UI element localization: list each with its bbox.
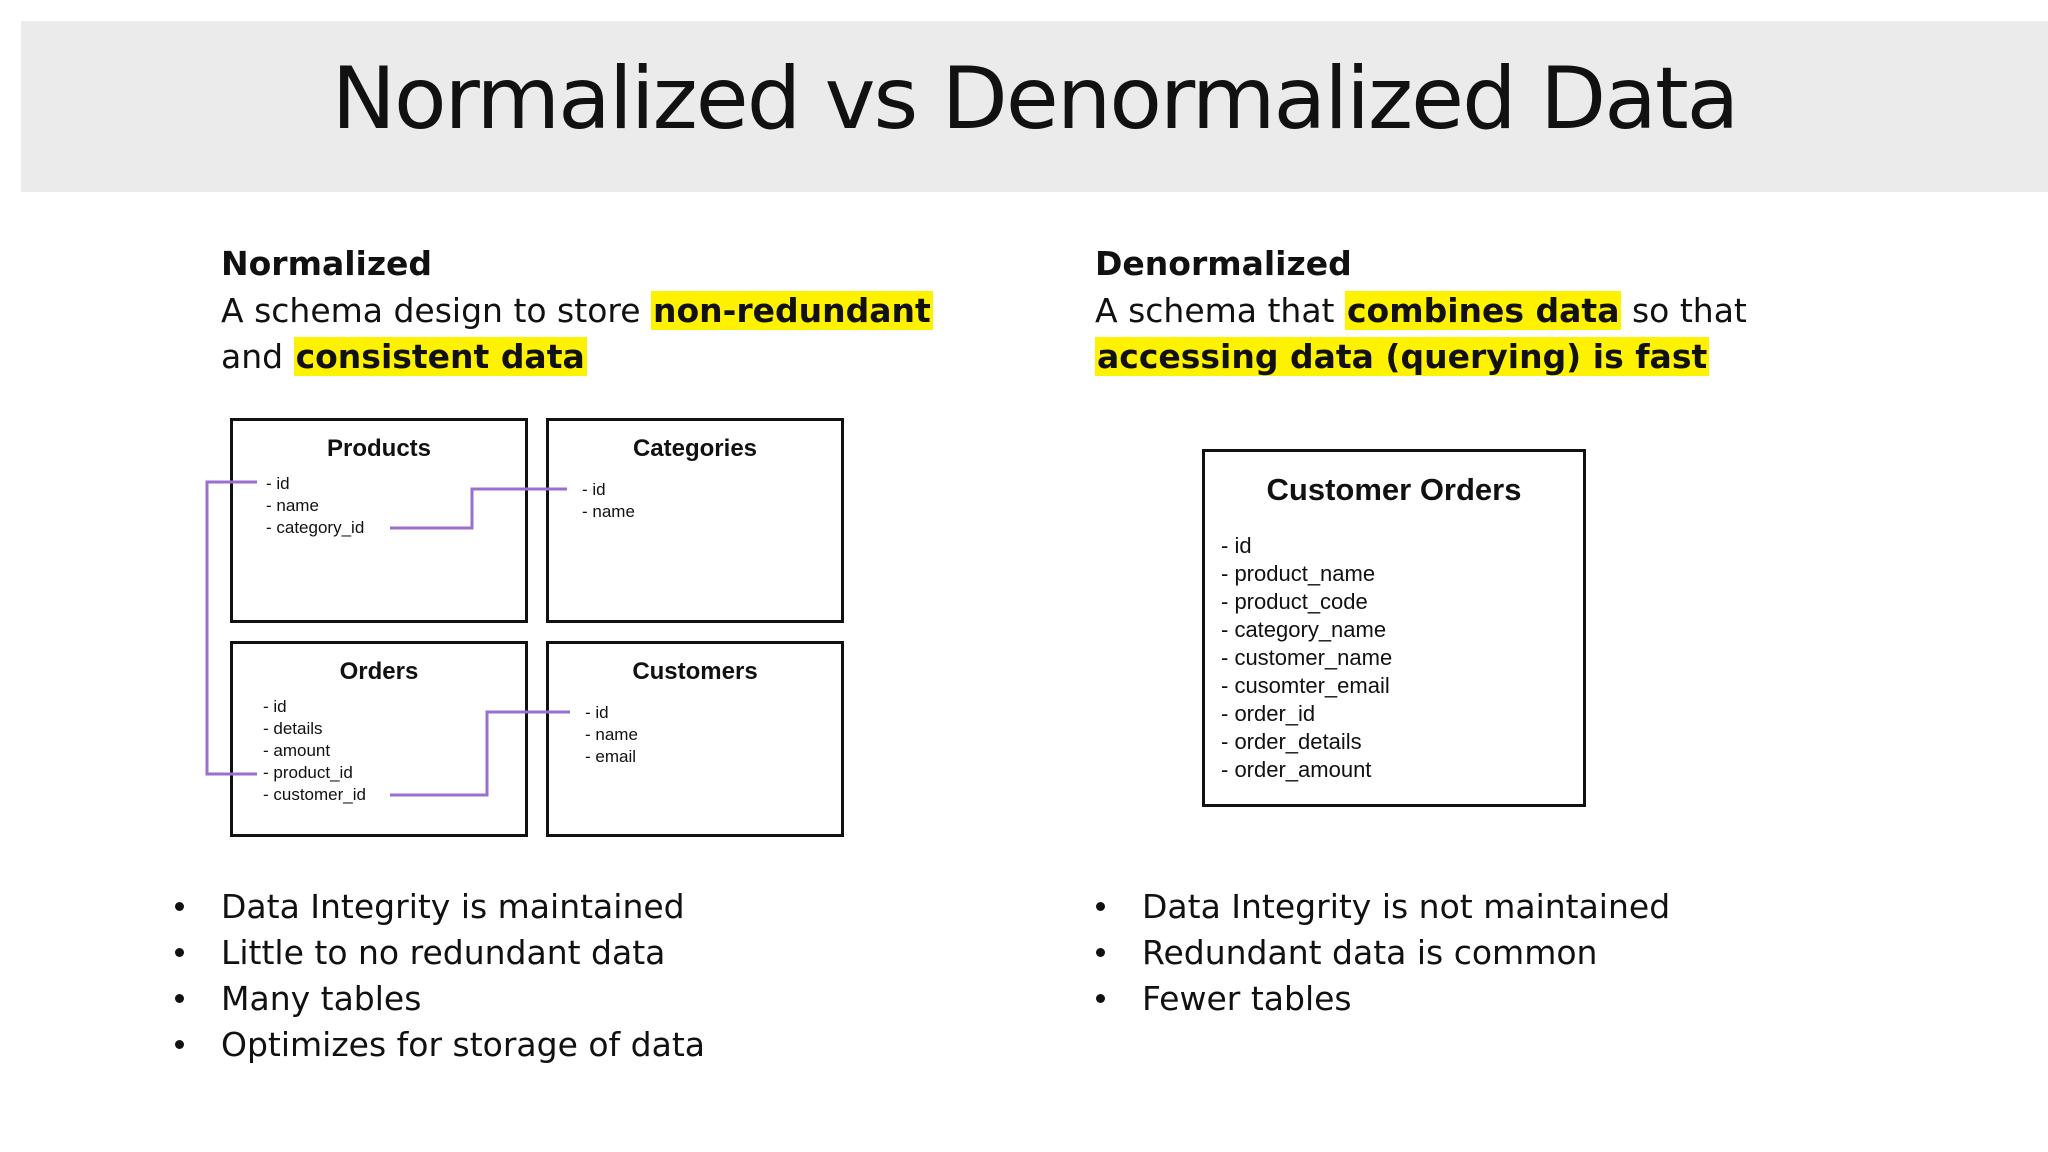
field-list (266, 473, 364, 539)
normalized-desc-highlight: non-redundant (653, 291, 931, 330)
list-item (1096, 930, 1670, 976)
list-item (175, 976, 705, 1022)
field-list (585, 702, 638, 768)
orders-table (230, 641, 528, 837)
list-item (175, 1022, 705, 1068)
field-list (582, 479, 635, 523)
field-item: - category_id (266, 518, 365, 537)
bullet-text: Redundant data is common (1142, 933, 1598, 972)
field-item: - order_amount (1221, 757, 1372, 782)
field-item: - id (582, 480, 606, 499)
bullet-text: Optimizes for storage of data (221, 1025, 705, 1064)
normalized-desc-highlight: consistent data (295, 337, 585, 376)
field-item: - order_details (1221, 729, 1362, 754)
normalized-bullets (175, 884, 705, 1068)
field-item: - category_name (1221, 617, 1387, 642)
normalized-desc-text: A schema design to store (221, 291, 652, 330)
field-item: - name (585, 725, 638, 744)
denormalized-bullets (1096, 884, 1670, 1022)
table-name: Orders (339, 658, 419, 685)
customer-orders-table (1202, 449, 1586, 807)
field-item: - amount (263, 741, 331, 760)
field-item: - id (585, 703, 609, 722)
table-name: Customers (632, 658, 758, 685)
field-list (263, 696, 366, 806)
products-table (230, 418, 528, 623)
field-item: - id (263, 697, 287, 716)
field-item: - email (585, 747, 637, 766)
bullet-text: Little to no redundant data (221, 933, 666, 972)
title-bar (21, 21, 2048, 192)
field-item: - id (266, 474, 290, 493)
list-item (1096, 884, 1670, 930)
normalized-desc-text: and (221, 337, 294, 376)
customers-table (546, 641, 844, 837)
bullet-icon (175, 948, 184, 957)
table-name: Categories (632, 435, 758, 462)
table-name: Customer Orders (1266, 472, 1522, 507)
bullet-text: Data Integrity is maintained (221, 887, 685, 926)
field-item: - id (1221, 533, 1252, 558)
bullet-text: Data Integrity is not maintained (1142, 887, 1671, 926)
list-item (1096, 976, 1670, 1022)
field-item: - product_id (263, 763, 353, 782)
normalized-description (221, 288, 933, 380)
categories-table (546, 418, 844, 623)
bullet-icon (1096, 994, 1105, 1003)
list-item (175, 930, 705, 976)
field-item: - name (582, 502, 635, 521)
bullet-icon (175, 902, 184, 911)
field-item: - details (263, 719, 323, 738)
field-item: - order_id (1221, 701, 1316, 726)
denormalized-desc-text: so that (1621, 291, 1747, 330)
bullet-icon (1096, 948, 1105, 957)
field-list (1221, 532, 1392, 784)
denormalized-desc-highlight: combines data (1346, 291, 1620, 330)
bullet-text: Many tables (221, 979, 422, 1018)
bullet-icon (175, 994, 184, 1003)
denormalized-desc-highlight: accessing data (querying) is fast (1097, 337, 1708, 376)
field-item: - customer_name (1221, 645, 1393, 670)
denormalized-heading: Denormalized (1095, 244, 1352, 283)
denormalized-desc-text: A schema that (1095, 291, 1345, 330)
field-item: - product_code (1221, 589, 1368, 614)
denormalized-description (1095, 288, 1747, 380)
field-item: - product_name (1221, 561, 1376, 586)
field-item: - name (266, 496, 319, 515)
normalized-heading: Normalized (221, 244, 433, 283)
field-item: - cusomter_email (1221, 673, 1390, 698)
field-item: - customer_id (263, 785, 366, 804)
bullet-text: Fewer tables (1142, 979, 1352, 1018)
table-name: Products (326, 435, 431, 462)
list-item (175, 884, 705, 930)
bullet-icon (175, 1040, 184, 1049)
page-title: Normalized vs Denormalized Data (331, 49, 1738, 149)
bullet-icon (1096, 902, 1105, 911)
